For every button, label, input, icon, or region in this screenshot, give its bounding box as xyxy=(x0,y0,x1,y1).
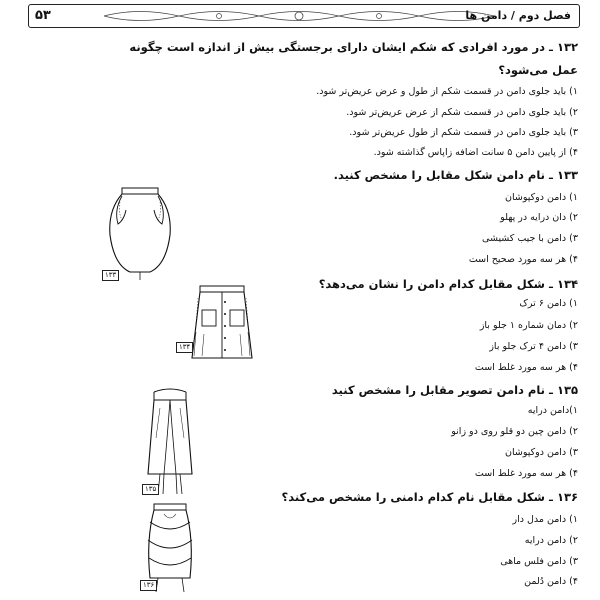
question-136-option-2: ۲) دامن درایه xyxy=(524,535,578,546)
question-135-option-3: ۳) دامن دوکپوشان xyxy=(505,447,578,458)
figure-134-number: ۱۳۴ xyxy=(176,342,193,353)
question-135-option-1: ۱)دامن درایه xyxy=(527,405,578,416)
question-133-option-1: ۱) دامن دوکپوشان xyxy=(505,192,578,203)
question-132-option-4: ۴) از پایین دامن ۵ سانت اضافه زاپاس گذاشته شود. xyxy=(373,147,578,158)
question-132-option-3: ۳) باید جلوی دامن در قسمت شکم از طول عریض‌تر شود. xyxy=(349,127,578,138)
skirt-drawing-135 xyxy=(140,388,200,498)
question-136-option-4: ۴) دامن دُلمن xyxy=(524,576,578,587)
question-134-title: ۱۳۴ ـ شکل مقابل کدام دامن را نشان می‌دهد؟ xyxy=(318,277,578,291)
question-136-option-1: ۱) دامن مدل دار xyxy=(512,514,578,525)
question-136-option-3: ۳) دامن فلس ماهی xyxy=(500,556,578,567)
figure-135-skirt xyxy=(140,388,200,498)
chapter-title: فصل دوم / دامن ها xyxy=(465,9,571,22)
question-136-title: ۱۳۶ ـ شکل مقابل نام کدام دامنی را مشخص می‌کند؟ xyxy=(281,490,578,504)
question-134-option-3: ۳) دامن ۴ ترک جلو باز xyxy=(489,341,578,352)
question-133-title: ۱۳۳ ـ نام دامن شکل مقابل را مشخص کنید. xyxy=(333,168,578,182)
question-135-option-4: ۴) هر سه مورد غلط است xyxy=(474,468,578,479)
question-133-option-4: ۴) هر سه مورد صحیح است xyxy=(468,254,578,265)
question-132-option-2: ۲) باید جلوی دامن در قسمت شکم از عرض عریض‌تر شود. xyxy=(346,107,578,118)
question-132-title-line1: ۱۳۲ ـ در مورد افرادی که شکم ایشان دارای برجستگی بیش از اندازه است چگونه xyxy=(129,40,578,54)
question-133-option-2: ۲) دان درایه در پهلو xyxy=(500,212,578,223)
question-134-option-4: ۴) هر سه مورد غلط است xyxy=(474,362,578,373)
figure-135-number: ۱۳۵ xyxy=(142,484,159,495)
header-ornament xyxy=(99,7,499,25)
question-134-option-2: ۲) دمان شماره ۱ جلو باز xyxy=(479,320,578,331)
question-133-option-3: ۳) دامن با جیب کشیشی xyxy=(482,233,578,244)
page-number: ۵۳ xyxy=(35,8,51,23)
figure-133-skirt xyxy=(100,180,180,285)
question-134-option-1: ۱) دامن ۶ ترک xyxy=(519,298,578,309)
question-132-title-line2: عمل می‌شود؟ xyxy=(498,63,578,77)
question-132-option-1: ۱) باید جلوی دامن در قسمت شکم از طول و عرض عریض‌تر شود. xyxy=(316,86,578,97)
figure-133-number: ۱۳۳ xyxy=(102,270,119,281)
page-header xyxy=(28,4,580,28)
figure-136-skirt xyxy=(138,500,202,596)
question-135-option-2: ۲) دامن چین دو قلو روی دو زانو xyxy=(451,426,578,437)
figure-134-skirt xyxy=(172,284,272,364)
figure-136-number: ۱۳۶ xyxy=(140,580,157,591)
question-135-title: ۱۳۵ ـ نام دامن تصویر مقابل را مشخص کنید xyxy=(331,383,578,397)
